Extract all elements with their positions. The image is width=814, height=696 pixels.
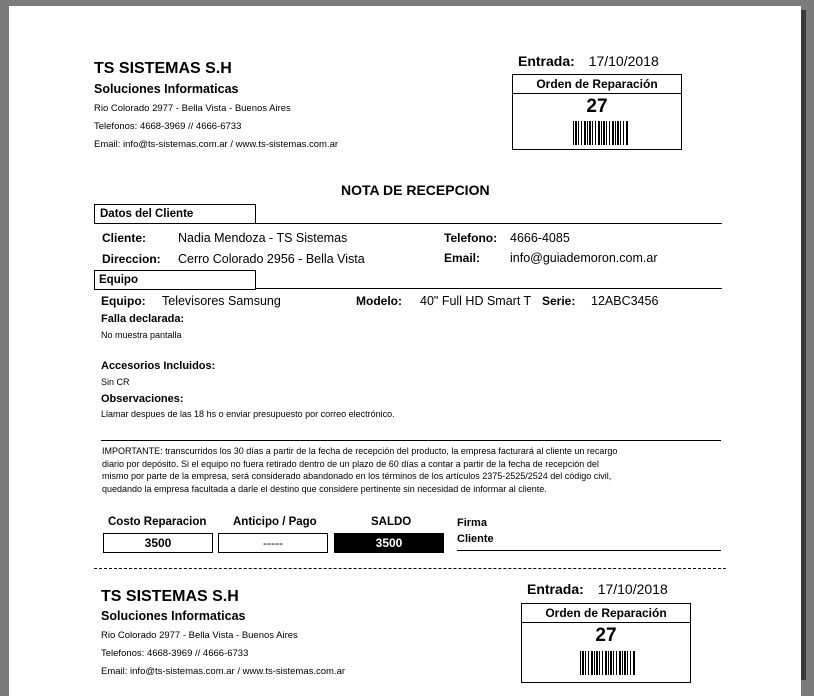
accesorios-label: Accesorios Incluidos: <box>101 360 216 372</box>
firma-label: Firma <box>457 517 487 529</box>
company-subtitle-copy: Soluciones Informaticas <box>101 609 246 623</box>
barcode-icon <box>573 121 629 145</box>
orden-label-copy: Orden de Reparación <box>522 604 690 623</box>
equipo-value: Televisores Samsung <box>162 294 281 308</box>
modelo-label: Modelo: <box>356 294 402 308</box>
company-email: Email: info@ts-sistemas.com.ar / www.ts-sistemas.com.ar <box>94 139 339 150</box>
entrada-row-copy <box>527 581 668 597</box>
entrada-date: 17/10/2018 <box>588 53 659 69</box>
importante-text <box>102 445 617 495</box>
entrada-row <box>518 53 659 69</box>
entrada-label-copy: Entrada: <box>527 581 584 597</box>
importante-line: IMPORTANTE: transcurridos los 30 días a partir de la fecha de recepción del producto, la empresa facturará al cliente un recargo <box>102 446 618 456</box>
company-phones: Telefonos: 4668-3969 // 4666-6733 <box>94 121 242 132</box>
observaciones-value: Llamar despues de las 18 hs o enviar presupuesto por correo electrónico. <box>101 409 395 419</box>
importante-line: mismo por parte de la empresa, será considerado abandonado en los términos de los artículos 2375-2525/2524 del código civil, <box>102 471 612 481</box>
company-address-copy: Rio Colorado 2977 - Bella Vista - Buenos Aires <box>101 630 298 641</box>
direccion-label: Direccion: <box>102 252 161 266</box>
orden-number-copy: 27 <box>595 625 617 646</box>
company-address: Rio Colorado 2977 - Bella Vista - Buenos Aires <box>94 103 291 114</box>
orden-label: Orden de Reparación <box>513 75 681 94</box>
firma-line <box>457 550 721 551</box>
importante-rule <box>101 440 721 441</box>
serie-label: Serie: <box>542 294 576 308</box>
company-phones-copy: Telefonos: 4668-3969 // 4666-6733 <box>101 648 249 659</box>
telefono-value: 4666-4085 <box>510 231 570 245</box>
modelo-value: 40" Full HD Smart T <box>420 294 532 308</box>
equipo-section-rule <box>256 288 722 289</box>
barcode-icon-copy <box>580 651 636 675</box>
cut-line <box>94 568 726 569</box>
entrada-label: Entrada: <box>518 53 575 69</box>
anticipo-label: Anticipo / Pago <box>233 516 317 528</box>
orden-number: 27 <box>586 96 608 117</box>
email-value: info@guiademoron.com.ar <box>510 251 658 265</box>
firma-cliente-label: Cliente <box>457 533 494 545</box>
company-subtitle: Soluciones Informaticas <box>94 82 239 96</box>
costo-label: Costo Reparacion <box>108 516 207 528</box>
cliente-value: Nadia Mendoza - TS Sistemas <box>178 231 348 245</box>
cliente-section-tab <box>94 204 256 224</box>
serie-value: 12ABC3456 <box>591 294 659 308</box>
equipo-section-tab <box>94 270 256 290</box>
equipo-label: Equipo: <box>101 294 146 308</box>
saldo-value: 3500 <box>334 533 444 553</box>
saldo-label: SALDO <box>371 516 412 528</box>
importante-line: diario por depósito. Si el equipo no fuera retirado dentro de un plazo de 60 días a contar a partir de la fecha de recepción del <box>102 458 599 469</box>
page-shadow <box>801 10 806 680</box>
cliente-section-rule <box>256 223 722 224</box>
falla-value: No muestra pantalla <box>101 330 182 340</box>
costo-value: 3500 <box>103 533 213 553</box>
importante-line: quedando la empresa facultada a darle el destino que considere pertinente sin necesidad de informar al cliente. <box>102 483 547 494</box>
email-label: Email: <box>444 251 481 265</box>
equipo-section-title: Equipo <box>99 274 138 286</box>
observaciones-label: Observaciones: <box>101 393 184 405</box>
telefono-label: Telefono: <box>444 231 498 245</box>
company-name-copy: TS SISTEMAS S.H <box>101 588 239 605</box>
accesorios-value: Sin CR <box>101 377 130 387</box>
direccion-value: Cerro Colorado 2956 - Bella Vista <box>178 252 365 266</box>
entrada-date-copy: 17/10/2018 <box>597 581 668 597</box>
company-email-copy: Email: info@ts-sistemas.com.ar / www.ts-sistemas.com.ar <box>101 666 346 677</box>
company-name: TS SISTEMAS S.H <box>94 60 232 77</box>
cliente-section-title: Datos del Cliente <box>100 208 194 220</box>
doc-title: NOTA DE RECEPCION <box>341 182 490 198</box>
falla-label: Falla declarada: <box>101 313 185 325</box>
cliente-label: Cliente: <box>102 231 147 245</box>
anticipo-value: ----- <box>218 533 328 553</box>
